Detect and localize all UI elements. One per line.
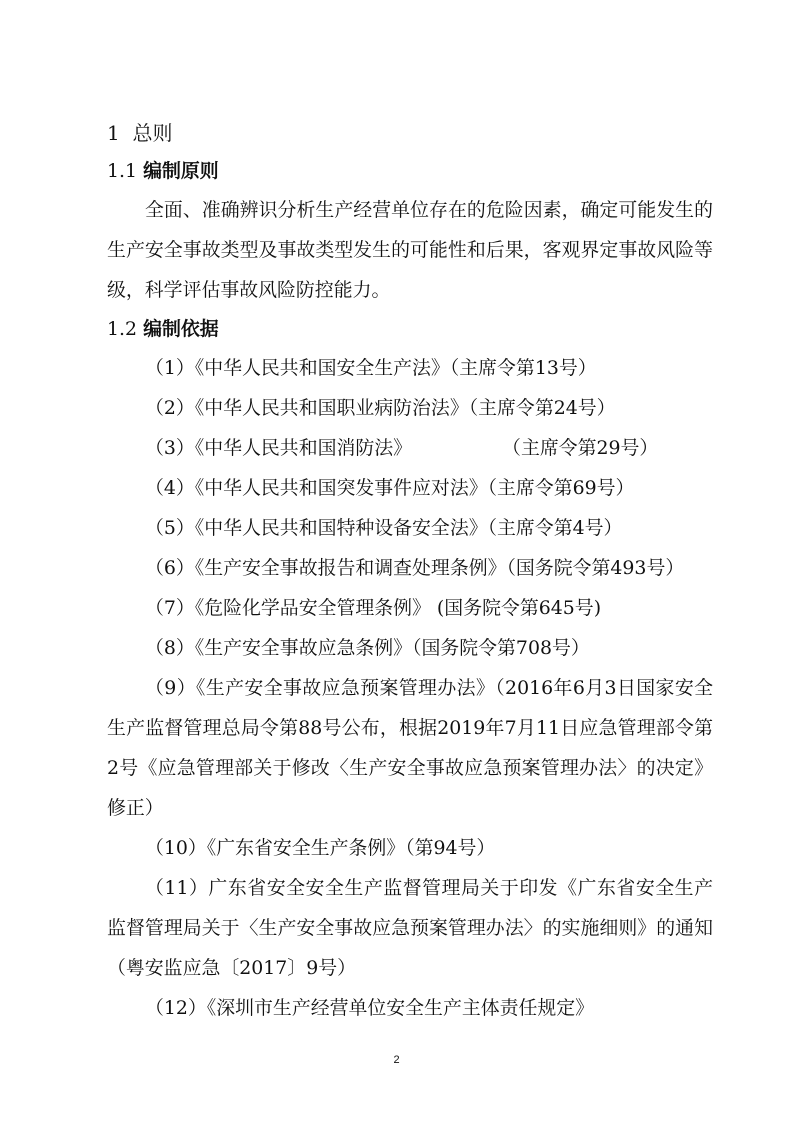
page-number: 2 [393,1054,400,1066]
list-item: （9）《生产安全事故应急预案管理办法》（2016年6月3日国家安全生产监督管理总局令第88号公布，根据2019年7月11日应急管理部令第2号《应急管理部关于修改〈生产安全事故应急预案管理办法〉的决定》修正） [107,677,713,819]
list-item: （6）《生产安全事故报告和调查处理条例》（国务院令第493号） [145,557,685,579]
section-heading-1-2 [107,310,713,348]
list-item [107,428,713,468]
section-number: 1.2 [107,318,138,340]
chapter-title: 总则 [132,121,173,145]
document-body [107,0,713,1028]
list-item: （11）广东省安全安全生产监督管理局关于印发《广东省安全生产监督管理局关于〈生产安全事故应急预案管理办法〉的实施细则》的通知（粤安监应急〔2017〕9号） [107,877,713,979]
section-number: 1.1 [107,160,138,182]
section-title: 编制原则 [143,160,219,182]
list-item-text: （3）《中华人民共和国消防法》 [145,437,413,459]
section-heading-1-1 [107,152,713,190]
list-item-suffix: （主席令第29号） [502,437,659,459]
chapter-heading [107,114,713,152]
principle-paragraph: 全面、准确辨识分析生产经营单位存在的危险因素，确定可能发生的生产安全事故类型及事故类型发生的可能性和后果，客观界定事故风险等级，科学评估事故风险防控能力。 [107,199,713,301]
list-item: （10）《广东省安全生产条例》（第94号） [145,837,496,859]
section-title: 编制依据 [143,318,219,340]
list-item: （5）《中华人民共和国特种设备安全法》（主席令第4号） [145,517,623,539]
list-item: （4）《中华人民共和国突发事件应对法》（主席令第69号） [145,477,635,499]
list-item: （2）《中华人民共和国职业病防治法》（主席令第24号） [145,397,616,419]
list-item: （1）《中华人民共和国安全生产法》（主席令第13号） [145,357,597,379]
chapter-number: 1 [107,121,120,145]
list-item: （8）《生产安全事故应急条例》（国务院令第708号） [145,637,590,659]
list-item: （12）《深圳市生产经营单位安全生产主体责任规定》 [145,997,595,1019]
list-item: （7）《危险化学品安全管理条例》 (国务院令第645号) [145,597,602,619]
